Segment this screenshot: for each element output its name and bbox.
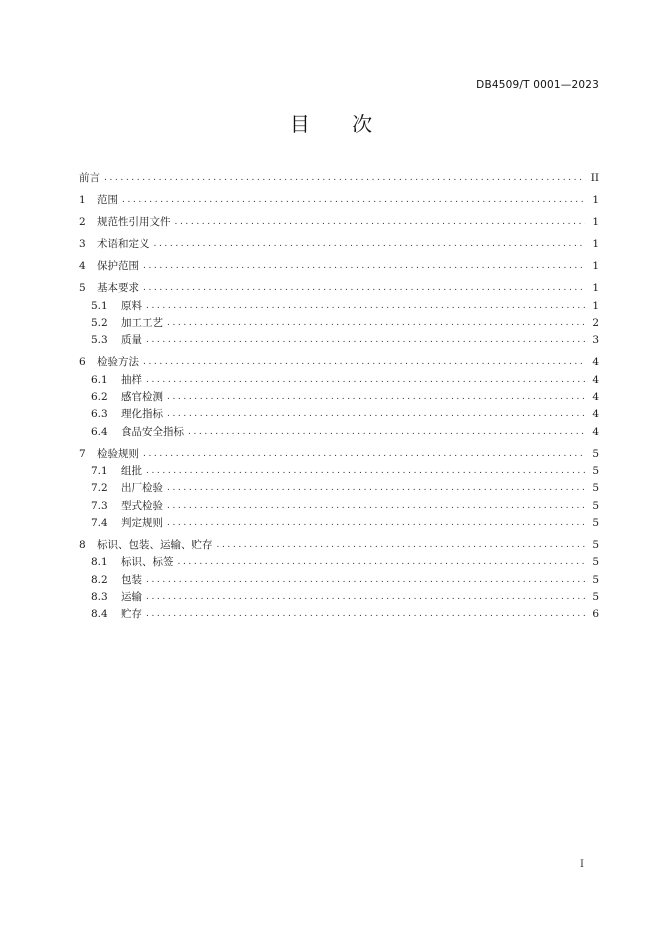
toc-entry[interactable] [79,258,599,275]
toc-entry-label: 标识、包装、运输、贮存 [97,539,213,552]
toc-entry-page: 5 [592,556,599,569]
toc-dot-leader [143,446,585,463]
toc-entry-label: 原料 [121,299,142,312]
toc-entry-label: 出厂检验 [121,482,163,495]
toc-dot-leader [143,354,585,371]
toc-dot-leader [217,537,586,554]
toc-entry[interactable] [79,589,599,606]
toc-entry-number: 6 [79,356,86,369]
toc-entry-page: 5 [592,447,599,460]
toc-entry-number: 7.4 [91,516,108,529]
toc-entry-number: 5 [79,282,86,295]
toc-entry-number: 8.3 [91,590,108,603]
toc-entry[interactable] [79,606,599,623]
toc-entry-page: 5 [592,573,599,586]
toc-entry[interactable] [79,214,599,231]
toc-entry-number: 2 [79,216,86,229]
toc-entry[interactable] [79,170,599,187]
toc-dot-leader [146,463,585,480]
toc-dot-leader [122,192,585,209]
toc-entry-label: 判定规则 [121,516,163,529]
toc-entry-number: 6.3 [91,408,108,421]
toc-entry-label: 基本要求 [97,282,139,295]
toc-entry[interactable] [79,354,599,371]
table-of-contents [79,170,599,624]
toc-entry-page: 2 [592,317,599,330]
toc-entry-label: 感官检测 [121,391,163,404]
toc-dot-leader [167,406,585,423]
toc-entry[interactable] [79,537,599,554]
toc-entry-page: 4 [592,391,599,404]
toc-dot-leader [143,258,585,275]
toc-entry-label: 包装 [121,573,142,586]
toc-dot-leader [146,572,585,589]
toc-dot-leader [146,298,585,315]
toc-entry-page: 1 [592,216,599,229]
toc-entry-label: 抽样 [121,373,142,386]
toc-entry-label: 质量 [121,334,142,347]
toc-dot-leader [143,280,585,297]
toc-dot-leader [146,589,585,606]
toc-entry-label: 检验规则 [97,447,139,460]
toc-entry-number: 8 [79,539,86,552]
toc-entry-label: 术语和定义 [97,238,150,251]
toc-entry-page: 5 [592,516,599,529]
toc-entry-label: 标识、标签 [121,556,174,569]
toc-dot-leader [104,170,585,187]
toc-entry-page: 5 [592,499,599,512]
toc-entry-label: 贮存 [121,608,142,621]
toc-entry-label: 食品安全指标 [121,425,184,438]
toc-dot-leader [167,315,585,332]
toc-entry-number: 7.1 [91,465,108,478]
toc-entry-page: 1 [592,282,599,295]
toc-entry-label: 范围 [97,194,118,207]
toc-dot-leader [146,372,585,389]
toc-entry-number: 5.1 [91,299,108,312]
toc-entry[interactable] [79,463,599,480]
toc-entry-number: 6.1 [91,373,108,386]
toc-entry-page: 5 [592,590,599,603]
toc-entry-number: 1 [79,194,86,207]
toc-entry-number: 8.4 [91,608,108,621]
toc-entry[interactable] [79,332,599,349]
toc-entry-label: 检验方法 [97,356,139,369]
toc-entry[interactable] [79,372,599,389]
toc-entry-page: 5 [592,465,599,478]
toc-entry-label: 理化指标 [121,408,163,421]
toc-dot-leader [146,332,585,349]
toc-entry[interactable] [79,315,599,332]
toc-dot-leader [146,606,585,623]
toc-entry[interactable] [79,554,599,571]
toc-dot-leader [175,214,586,231]
toc-entry-label: 组批 [121,465,142,478]
toc-entry-label: 规范性引用文件 [97,216,171,229]
toc-entry-page: 4 [592,425,599,438]
toc-dot-leader [167,389,585,406]
toc-entry[interactable] [79,480,599,497]
document-code: DB4509/T 0001—2023 [476,79,599,91]
toc-entry-number: 8.2 [91,573,108,586]
toc-entry-label: 保护范围 [97,260,139,273]
toc-entry[interactable] [79,389,599,406]
toc-entry-page: 1 [592,299,599,312]
toc-entry-page: 3 [592,334,599,347]
toc-dot-leader [188,424,585,441]
toc-entry[interactable] [79,572,599,589]
toc-entry-page: 1 [592,238,599,251]
toc-entry[interactable] [79,192,599,209]
toc-entry-number: 6.4 [91,425,108,438]
toc-entry[interactable] [79,498,599,515]
toc-entry-number: 7 [79,447,86,460]
toc-entry-label: 型式检验 [121,499,163,512]
toc-dot-leader [167,498,585,515]
toc-entry-page: 1 [592,194,599,207]
toc-entry-number: 7.3 [91,499,108,512]
toc-entry[interactable] [79,406,599,423]
page-title: 目 次 [289,112,391,136]
toc-entry[interactable] [79,280,599,297]
toc-entry-page: 1 [592,260,599,273]
toc-entry-label: 运输 [121,590,142,603]
toc-entry-number: 4 [79,260,86,273]
toc-entry-number: 8.1 [91,556,108,569]
toc-entry-number: 6.2 [91,391,108,404]
toc-entry[interactable] [79,424,599,441]
toc-entry[interactable] [79,515,599,532]
toc-entry[interactable] [79,298,599,315]
toc-entry-number: 5.2 [91,317,108,330]
toc-entry[interactable] [79,446,599,463]
toc-entry-label: 加工工艺 [121,317,163,330]
toc-entry-page: II [590,172,599,184]
footer-page-number: I [580,859,584,870]
toc-entry-page: 4 [592,356,599,369]
toc-entry[interactable] [79,236,599,253]
toc-entry-page: 5 [592,482,599,495]
toc-entry-page: 5 [592,539,599,552]
toc-entry-page: 4 [592,408,599,421]
toc-entry-number: 3 [79,238,86,251]
toc-entry-number: 5.3 [91,334,108,347]
toc-entry-page: 4 [592,373,599,386]
toc-dot-leader [167,515,585,532]
toc-entry-number: 7.2 [91,482,108,495]
toc-entry-label: 前言 [79,172,100,184]
toc-dot-leader [178,554,586,571]
toc-dot-leader [167,480,585,497]
toc-entry-page: 6 [592,608,599,621]
toc-dot-leader [154,236,586,253]
